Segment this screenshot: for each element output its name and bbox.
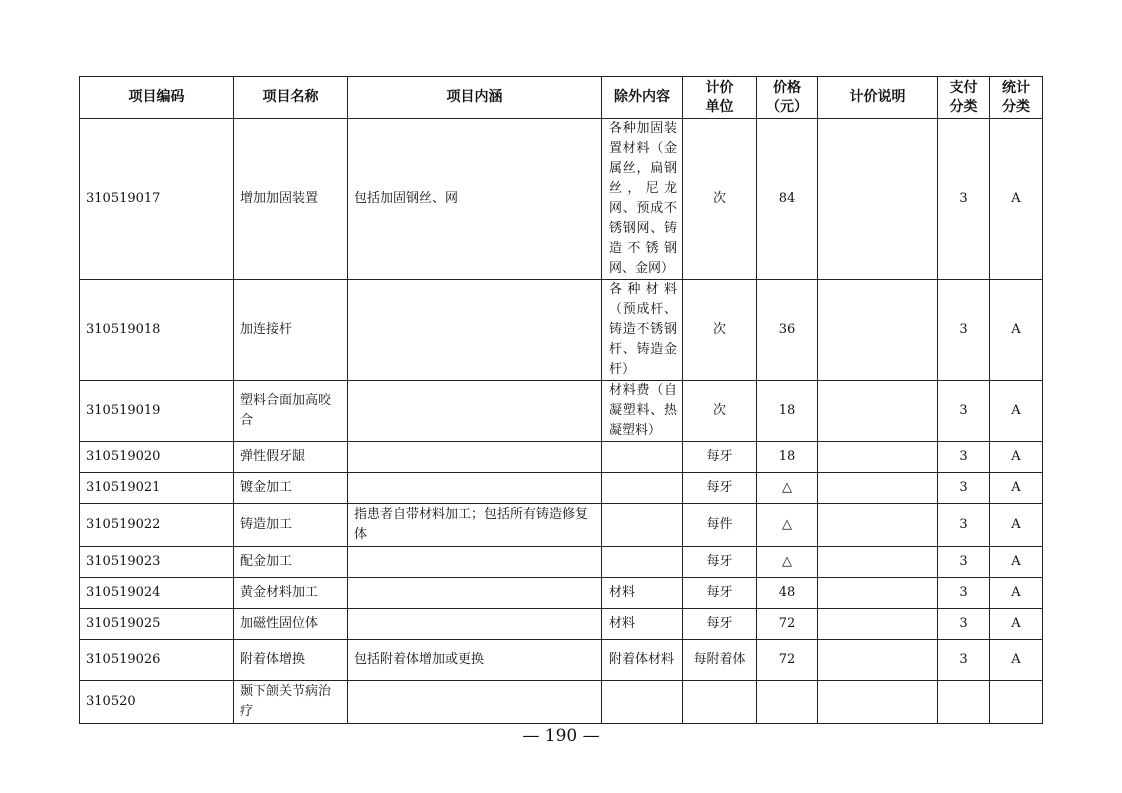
item-code-cell: 310519017 <box>80 119 234 280</box>
item-name-cell: 镀金加工 <box>234 473 348 504</box>
price-cell: 72 <box>757 609 818 640</box>
header-unit: 计价 单位 <box>683 77 757 119</box>
pricing-unit-cell: 每牙 <box>683 547 757 578</box>
item-name-cell: 弹性假牙龈 <box>234 442 348 473</box>
pricing-note-cell <box>818 381 938 442</box>
pricing-unit-cell: 次 <box>683 280 757 381</box>
pay-category-cell: 3 <box>938 442 990 473</box>
pricing-note-cell <box>818 119 938 280</box>
table-row <box>80 578 1043 609</box>
header-pay-category: 支付 分类 <box>938 77 990 119</box>
item-name-cell: 加磁性固位体 <box>234 609 348 640</box>
stat-category-cell: A <box>990 119 1043 280</box>
item-content-cell <box>348 609 602 640</box>
pay-category-cell: 3 <box>938 609 990 640</box>
pricing-note-cell <box>818 547 938 578</box>
fee-schedule-table <box>79 76 1043 724</box>
table-row <box>80 473 1043 504</box>
excluded-content-cell: 材料费（自凝塑料、热凝塑料） <box>602 381 683 442</box>
price-cell: 48 <box>757 578 818 609</box>
stat-category-cell: A <box>990 609 1043 640</box>
item-code-cell: 310519019 <box>80 381 234 442</box>
pricing-unit-cell: 每牙 <box>683 578 757 609</box>
pricing-unit-cell: 每附着体 <box>683 640 757 681</box>
excluded-content-cell <box>602 547 683 578</box>
item-name-cell: 颞下颌关节病治疗 <box>234 681 348 724</box>
header-price: 价格 （元） <box>757 77 818 119</box>
page-number: — 190 — <box>522 726 600 746</box>
price-cell: 18 <box>757 381 818 442</box>
pay-category-cell: 3 <box>938 547 990 578</box>
price-cell: 84 <box>757 119 818 280</box>
item-content-cell: 指患者自带材料加工；包括所有铸造修复体 <box>348 504 602 547</box>
item-content-cell: 包括加固钢丝、网 <box>348 119 602 280</box>
header-note: 计价说明 <box>818 77 938 119</box>
stat-category-cell: A <box>990 473 1043 504</box>
item-code-cell: 310520 <box>80 681 234 724</box>
pricing-note-cell <box>818 640 938 681</box>
pay-category-cell: 3 <box>938 504 990 547</box>
item-name-cell: 加连接杆 <box>234 280 348 381</box>
pay-category-cell: 3 <box>938 280 990 381</box>
pricing-note-cell <box>818 442 938 473</box>
excluded-content-cell: 各种加固装置材料（金属丝，扁钢丝，尼龙网、预成不锈钢网、铸造不锈钢网、金网） <box>602 119 683 280</box>
item-code-cell: 310519024 <box>80 578 234 609</box>
pay-category-cell: 3 <box>938 119 990 280</box>
item-name-cell: 铸造加工 <box>234 504 348 547</box>
stat-category-cell: A <box>990 280 1043 381</box>
price-cell: △ <box>757 547 818 578</box>
pricing-unit-cell: 次 <box>683 119 757 280</box>
item-name-cell: 黄金材料加工 <box>234 578 348 609</box>
pricing-note-cell <box>818 578 938 609</box>
header-name: 项目名称 <box>234 77 348 119</box>
price-cell: △ <box>757 473 818 504</box>
table-row <box>80 640 1043 681</box>
item-name-cell: 附着体增换 <box>234 640 348 681</box>
item-content-cell <box>348 578 602 609</box>
stat-category-cell: A <box>990 578 1043 609</box>
stat-category-cell: A <box>990 547 1043 578</box>
excluded-content-cell <box>602 442 683 473</box>
item-name-cell: 增加加固装置 <box>234 119 348 280</box>
header-content: 项目内涵 <box>348 77 602 119</box>
pay-category-cell: 3 <box>938 473 990 504</box>
table-row <box>80 442 1043 473</box>
item-code-cell: 310519022 <box>80 504 234 547</box>
pricing-note-cell <box>818 609 938 640</box>
pay-category-cell: 3 <box>938 381 990 442</box>
item-code-cell: 310519026 <box>80 640 234 681</box>
item-code-cell: 310519018 <box>80 280 234 381</box>
excluded-content-cell: 材料 <box>602 609 683 640</box>
table-row <box>80 547 1043 578</box>
item-content-cell <box>348 473 602 504</box>
item-content-cell <box>348 547 602 578</box>
pay-category-cell <box>938 681 990 724</box>
pricing-note-cell <box>818 280 938 381</box>
table-row <box>80 609 1043 640</box>
stat-category-cell: A <box>990 442 1043 473</box>
pay-category-cell: 3 <box>938 578 990 609</box>
item-code-cell: 310519021 <box>80 473 234 504</box>
stat-category-cell: A <box>990 381 1043 442</box>
item-code-cell: 310519020 <box>80 442 234 473</box>
pricing-unit-cell: 每牙 <box>683 442 757 473</box>
excluded-content-cell <box>602 681 683 724</box>
excluded-content-cell <box>602 504 683 547</box>
item-name-cell: 配金加工 <box>234 547 348 578</box>
stat-category-cell: A <box>990 504 1043 547</box>
pricing-unit-cell: 每件 <box>683 504 757 547</box>
table-row <box>80 119 1043 280</box>
header-stat-category: 统计 分类 <box>990 77 1043 119</box>
price-cell: 36 <box>757 280 818 381</box>
item-code-cell: 310519023 <box>80 547 234 578</box>
item-content-cell <box>348 442 602 473</box>
stat-category-cell: A <box>990 640 1043 681</box>
item-content-cell <box>348 381 602 442</box>
table-row <box>80 504 1043 547</box>
item-code-cell: 310519025 <box>80 609 234 640</box>
stat-category-cell <box>990 681 1043 724</box>
pricing-note-cell <box>818 681 938 724</box>
price-cell <box>757 681 818 724</box>
pricing-unit-cell: 每牙 <box>683 473 757 504</box>
item-name-cell: 塑料合面加高咬合 <box>234 381 348 442</box>
pricing-unit-cell: 每牙 <box>683 609 757 640</box>
item-content-cell: 包括附着体增加或更换 <box>348 640 602 681</box>
table-row <box>80 381 1043 442</box>
table-row <box>80 681 1043 724</box>
pricing-note-cell <box>818 504 938 547</box>
pricing-unit-cell: 次 <box>683 381 757 442</box>
pay-category-cell: 3 <box>938 640 990 681</box>
price-cell: △ <box>757 504 818 547</box>
item-content-cell <box>348 681 602 724</box>
item-content-cell <box>348 280 602 381</box>
excluded-content-cell <box>602 473 683 504</box>
pricing-note-cell <box>818 473 938 504</box>
header-code: 项目编码 <box>80 77 234 119</box>
excluded-content-cell: 材料 <box>602 578 683 609</box>
pricing-unit-cell <box>683 681 757 724</box>
header-excluded: 除外内容 <box>602 77 683 119</box>
price-cell: 72 <box>757 640 818 681</box>
price-cell: 18 <box>757 442 818 473</box>
excluded-content-cell: 各种材料（预成杆、铸造不锈钢杆、铸造金杆） <box>602 280 683 381</box>
excluded-content-cell: 附着体材料 <box>602 640 683 681</box>
table-header-row <box>80 77 1043 119</box>
table-row <box>80 280 1043 381</box>
